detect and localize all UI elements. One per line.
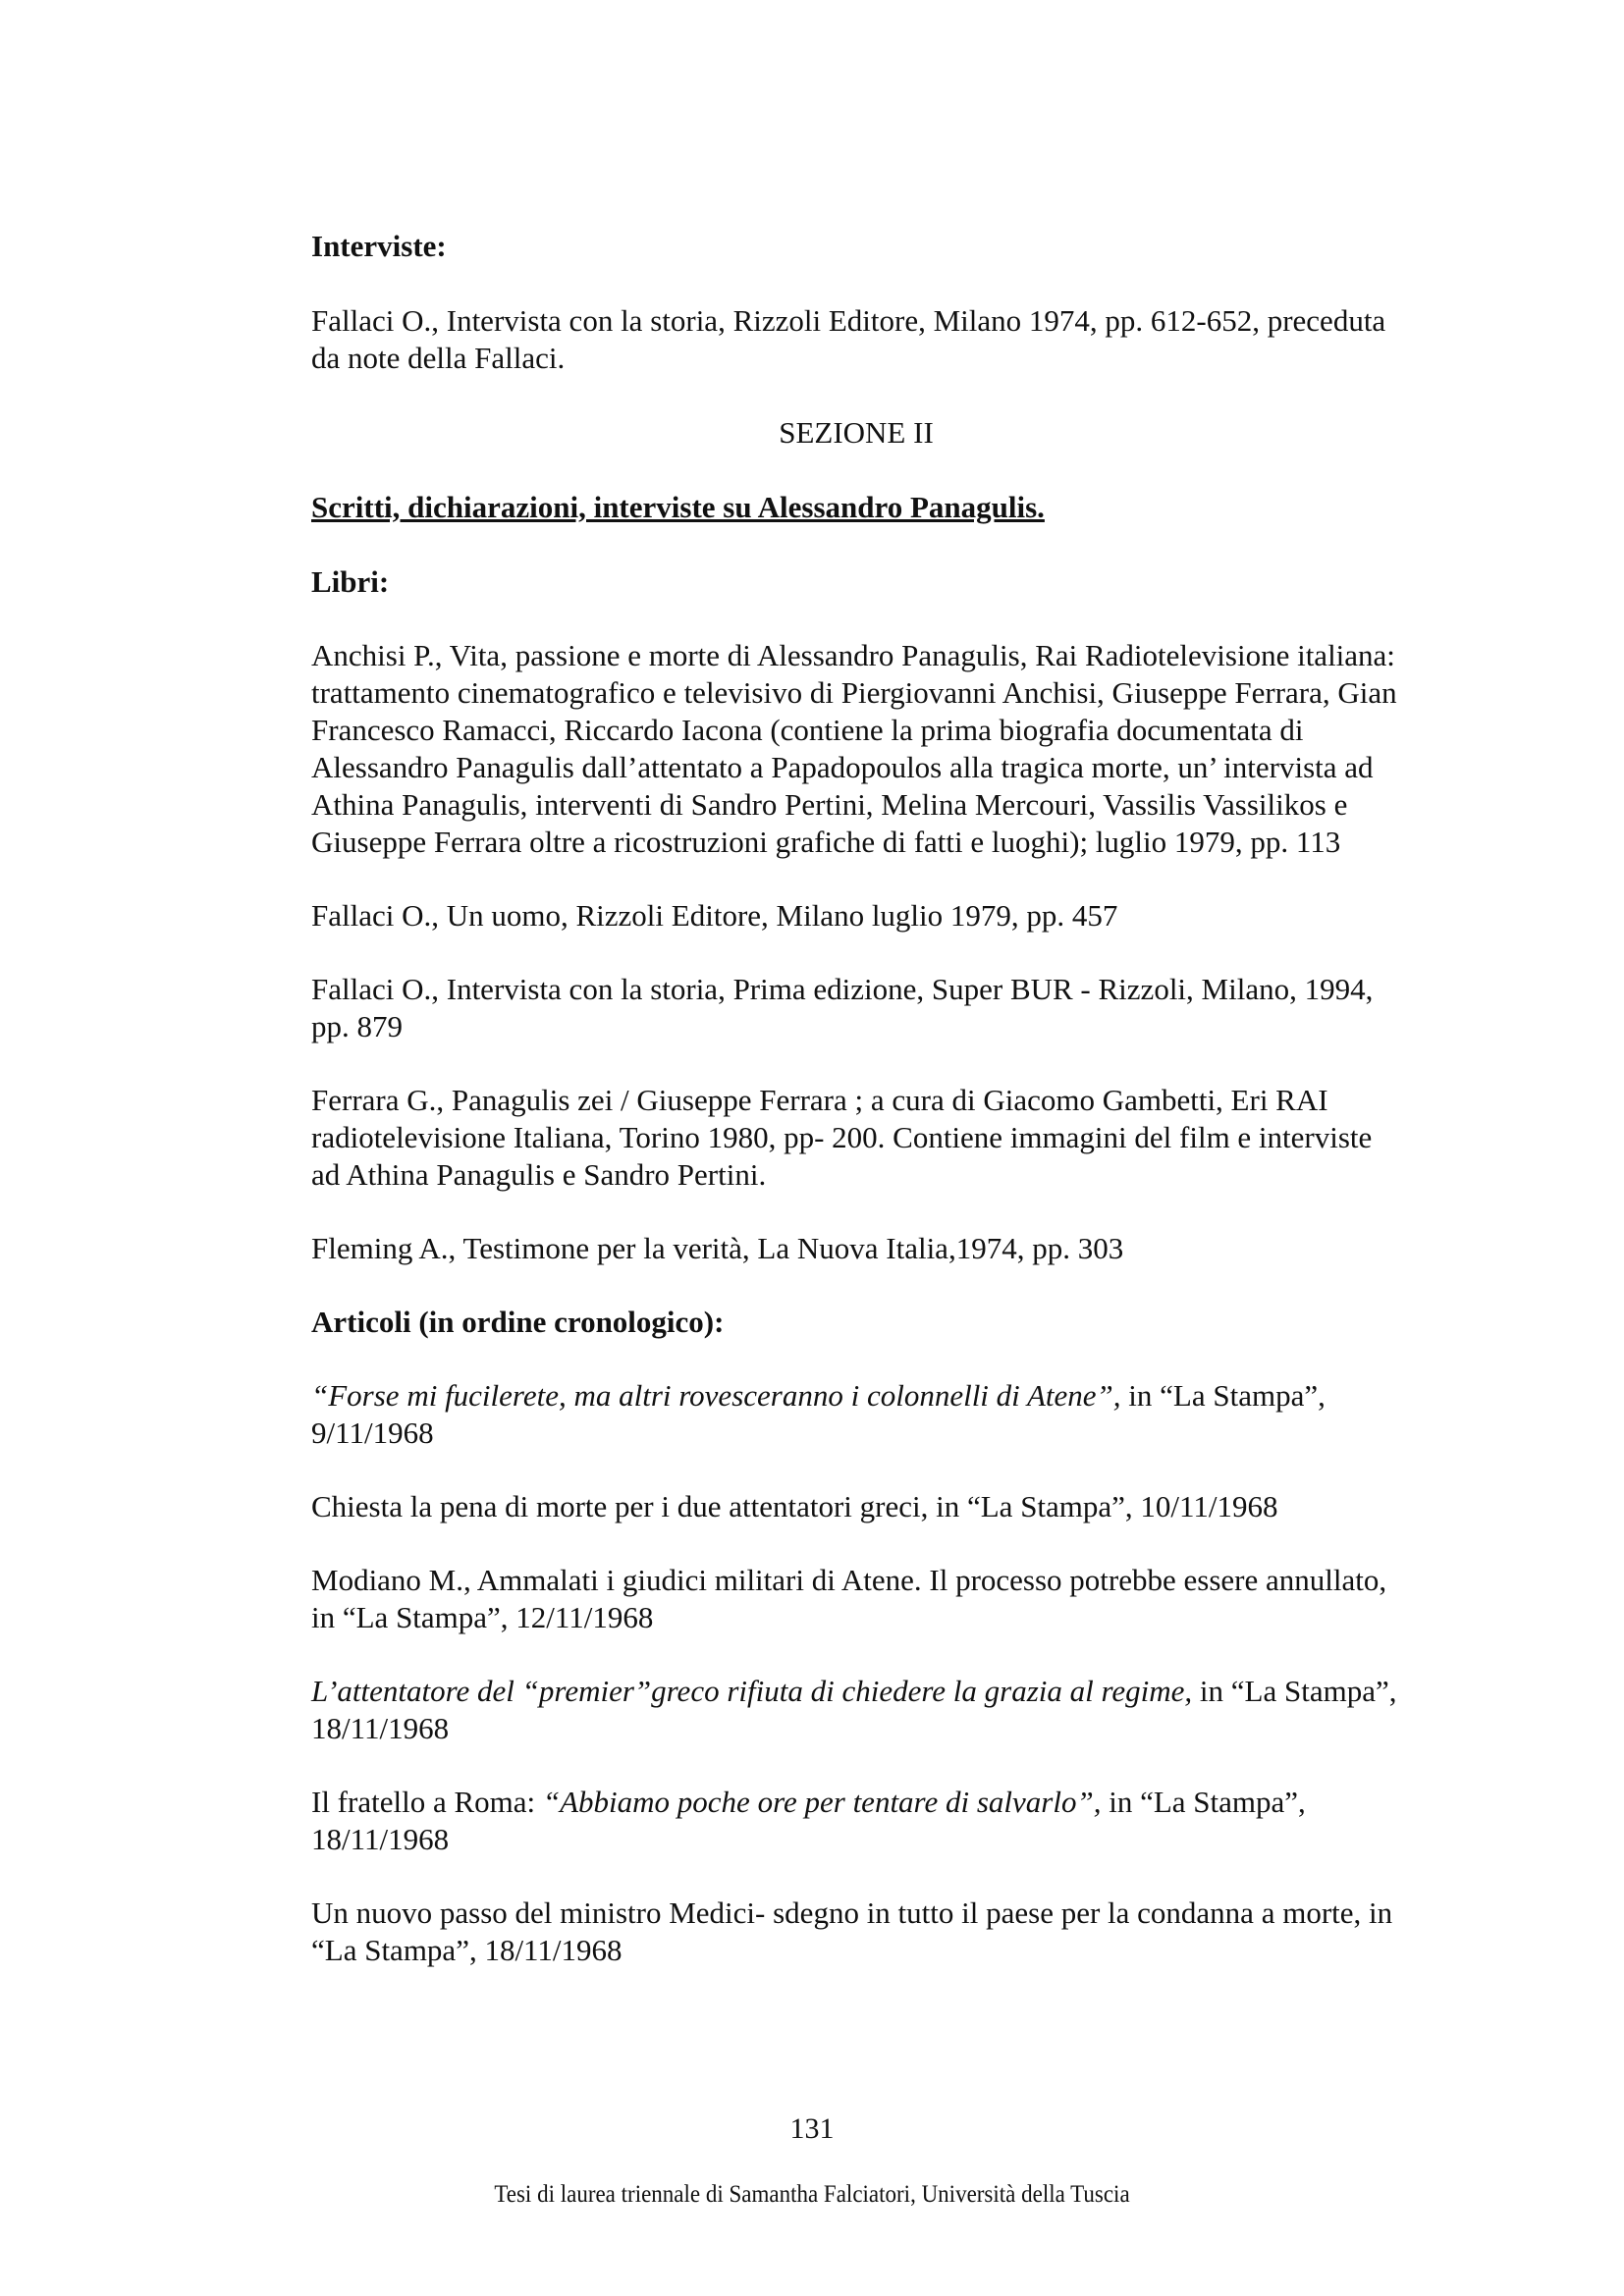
articolo-title: L’attentatore del “premier”greco rifiuta di chiedere la grazia al regime,: [311, 1674, 1193, 1708]
libri-heading: Libri:: [311, 564, 390, 599]
libri-entry-fallaci-intervista: Fallaci O., Intervista con la storia, Prima edizione, Super BUR - Rizzoli, Milano, 1994, pp. 879: [311, 972, 1374, 1043]
articolo-pena-di-morte: Chiesta la pena di morte per i due attentatori greci, in “La Stampa”, 10/11/1968: [311, 1489, 1278, 1523]
section-title: SEZIONE II: [779, 415, 934, 450]
articolo-source: in “La Stampa”, 18/11/1968: [311, 1785, 1306, 1856]
libri-entry-fleming: Fleming A., Testimone per la verità, La Nuova Italia,1974, pp. 303: [311, 1231, 1124, 1265]
articolo-ministro-medici: Un nuovo passo del ministro Medici- sdegno in tutto il paese per la condanna a morte, in “La Stampa”, 18/11/1968: [311, 1896, 1393, 1967]
page-number: 131: [789, 2112, 835, 2145]
libri-entry-ferrara: Ferrara G., Panagulis zei / Giuseppe Ferrara ; a cura di Giacomo Gambetti, Eri RAI radiotelevisione Italiana, Torino 1980, pp- 200. Contiene immagini del film e interviste ad Athina Panagulis e Sandro Pertini.: [311, 1083, 1373, 1192]
articolo-title: “Abbiamo poche ore per tentare di salvarlo”,: [542, 1785, 1102, 1819]
articolo-attentatore: [311, 1673, 1401, 1747]
section-subtitle: Scritti, dichiarazioni, interviste su Alessandro Panagulis.: [311, 490, 1045, 524]
articolo-modiano: Modiano M., Ammalati i giudici militari di Atene. Il processo potrebbe essere annullato, in “La Stampa”, 12/11/1968: [311, 1563, 1387, 1634]
interviste-heading: Interviste:: [311, 229, 447, 263]
articolo-fratello-a-roma: [311, 1784, 1401, 1858]
articolo-prefix: Il fratello a Roma:: [311, 1785, 543, 1819]
articolo-source: in “La Stampa”, 9/11/1968: [311, 1378, 1326, 1450]
page-footer: Tesi di laurea triennale di Samantha Falciatori, Università della Tuscia: [494, 2181, 1130, 2208]
libri-entry-anchisi: Anchisi P., Vita, passione e morte di Alessandro Panagulis, Rai Radiotelevisione italiana: trattamento cinematografico e televisivo di Piergiovanni Anchisi, Giuseppe Ferrara, Gian Francesco Ramacci, Riccardo Iacona (contiene la prima biografia documentata di Alessandro Panagulis dall’attentato a Papadopoulos alla tragica morte, un’ intervista ad Athina Panagulis, interventi di Sandro Pertini, Melina Mercouri, Vassilis Vassilikos e Giuseppe Ferrara oltre a ricostruzioni grafiche di fatti e luoghi); luglio 1979, pp. 113: [311, 638, 1397, 859]
libri-entry-fallaci-uomo: Fallaci O., Un uomo, Rizzoli Editore, Milano luglio 1979, pp. 457: [311, 898, 1118, 933]
page-body: [311, 228, 1401, 1969]
articoli-heading: Articoli (in ordine cronologico):: [311, 1305, 725, 1339]
interviste-entry: Fallaci O., Intervista con la storia, Rizzoli Editore, Milano 1974, pp. 612-652, preceduta da note della Fallaci.: [311, 303, 1386, 375]
articolo-title: “Forse mi fucilerete, ma altri rovesceranno i colonnelli di Atene”,: [311, 1378, 1121, 1413]
articolo-forse-mi-fucilerete: [311, 1377, 1401, 1452]
articolo-source: in “La Stampa”, 18/11/1968: [311, 1674, 1397, 1745]
